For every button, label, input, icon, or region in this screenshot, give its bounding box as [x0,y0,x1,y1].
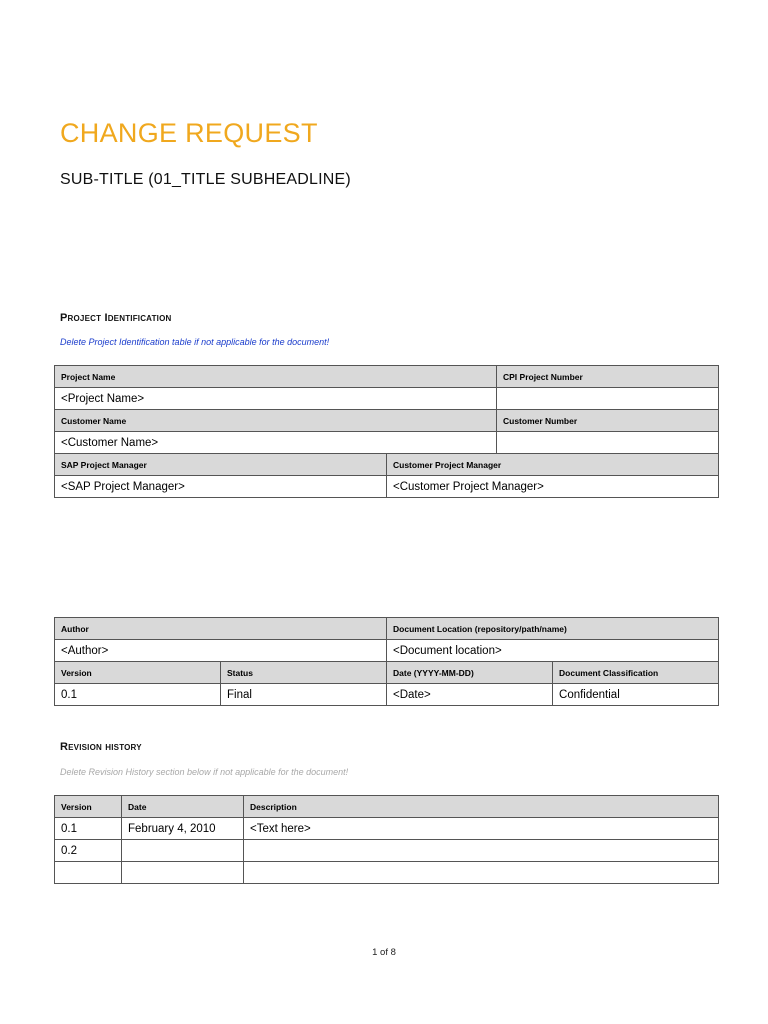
cpi-project-number-label: CPI Project Number [497,366,719,388]
project-identification-heading: Project Identification [60,312,172,324]
status-field[interactable]: Final [221,684,387,706]
version-label: Version [55,662,221,684]
column-header-date: Date [122,796,244,818]
status-label: Status [221,662,387,684]
revision-description-cell[interactable]: <Text here> [244,818,719,840]
table-row [55,818,719,840]
customer-project-manager-field[interactable]: <Customer Project Manager> [387,476,719,498]
project-identification-note: Delete Project Identification table if not applicable for the document! [60,337,330,347]
document-subtitle: SUB-TITLE (01_TITLE SUBHEADLINE) [60,171,351,188]
revision-description-cell[interactable] [244,840,719,862]
project-name-field[interactable]: <Project Name> [55,388,497,410]
table-row [55,840,719,862]
revision-date-cell[interactable] [122,840,244,862]
revision-history-note: Delete Revision History section below if not applicable for the document! [60,767,349,777]
customer-name-field[interactable]: <Customer Name> [55,432,497,454]
revision-history-table [54,795,719,884]
sap-project-manager-field[interactable]: <SAP Project Manager> [55,476,387,498]
version-field[interactable]: 0.1 [55,684,221,706]
customer-name-label: Customer Name [55,410,497,432]
revision-date-cell[interactable]: February 4, 2010 [122,818,244,840]
column-header-version: Version [55,796,122,818]
project-name-label: Project Name [55,366,497,388]
document-title: CHANGE REQUEST [60,118,318,148]
document-location-field[interactable]: <Document location> [387,640,719,662]
customer-number-field[interactable] [497,432,719,454]
revision-date-cell[interactable] [122,862,244,884]
author-label: Author [55,618,387,640]
date-field[interactable]: <Date> [387,684,553,706]
table-row [55,862,719,884]
revision-description-cell[interactable] [244,862,719,884]
revision-history-heading: Revision history [60,741,142,753]
author-field[interactable]: <Author> [55,640,387,662]
page-number: 1 of 8 [372,947,396,958]
project-identification-table [54,365,719,498]
document-classification-field[interactable]: Confidential [553,684,719,706]
sap-project-manager-label: SAP Project Manager [55,454,387,476]
revision-version-cell[interactable] [55,862,122,884]
customer-number-label: Customer Number [497,410,719,432]
document-location-label: Document Location (repository/path/name) [387,618,719,640]
revision-version-cell[interactable]: 0.2 [55,840,122,862]
cpi-project-number-field[interactable] [497,388,719,410]
customer-project-manager-label: Customer Project Manager [387,454,719,476]
revision-version-cell[interactable]: 0.1 [55,818,122,840]
document-info-table [54,617,719,706]
date-label: Date (YYYY-MM-DD) [387,662,553,684]
column-header-description: Description [244,796,719,818]
document-classification-label: Document Classification [553,662,719,684]
